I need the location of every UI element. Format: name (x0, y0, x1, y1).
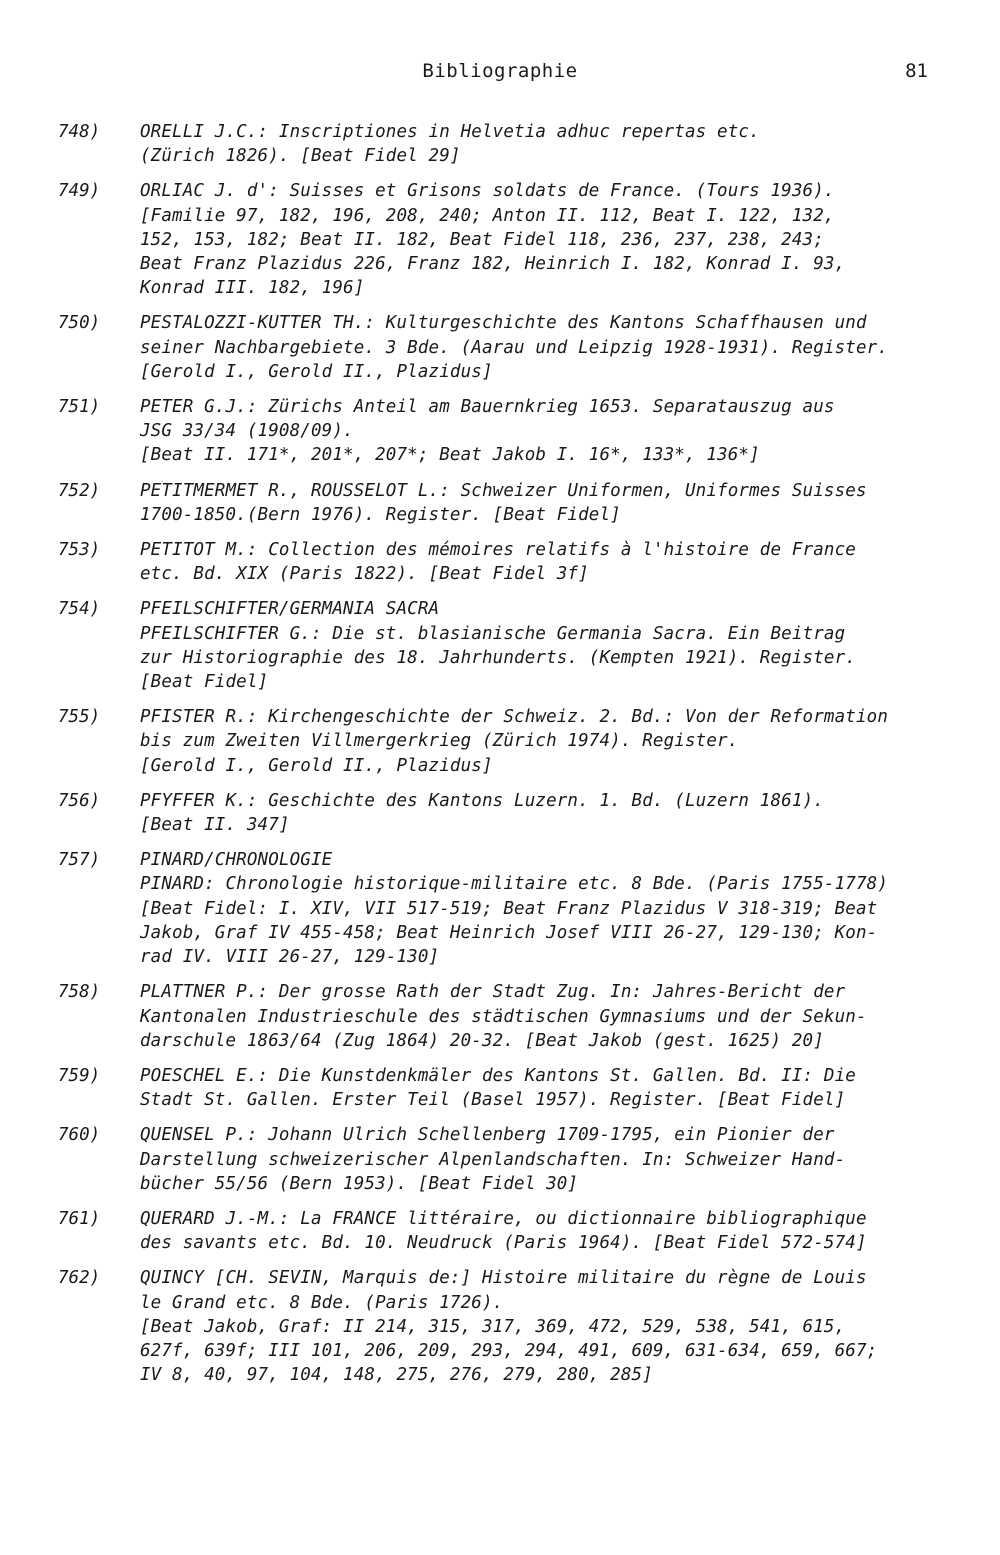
entry-line: POESCHEL E.: Die Kunstdenkmäler des Kantons St. Gallen. Bd. II: Die (140, 1065, 856, 1086)
entry-number: 756) (58, 790, 101, 811)
entry-line: des savants etc. Bd. 10. Neudruck (Paris 1964). [Beat Fidel 572-574] (140, 1233, 867, 1254)
entry-text (140, 538, 940, 586)
bibliography-entry (0, 1064, 1000, 1112)
entry-line: [Familie 97, 182, 196, 208, 240; Anton II. 112, Beat I. 122, 132, (140, 205, 835, 226)
bibliography-entry (0, 1123, 1000, 1196)
entry-line: PETER G.J.: Zürichs Anteil am Bauernkrieg 1653. Separatauszug aus (140, 397, 835, 418)
entry-number: 760) (58, 1125, 101, 1146)
bibliography-entry (0, 705, 1000, 778)
entry-text (140, 120, 940, 168)
bibliography-list (0, 120, 1000, 1398)
bibliography-entry (0, 1207, 1000, 1255)
running-title: Bibliographie (422, 60, 578, 82)
entry-line: etc. Bd. XIX (Paris 1822). [Beat Fidel 3f] (140, 564, 589, 585)
bibliography-entry (0, 479, 1000, 527)
entry-number: 748) (58, 122, 101, 142)
bibliography-entry (0, 1266, 1000, 1387)
entry-line: seiner Nachbargebiete. 3 Bde. (Aarau und Leipzig 1928-1931). Register. (140, 337, 889, 358)
entry-line: darschule 1863/64 (Zug 1864) 20-32. [Beat Jakob (gest. 1625) 20] (140, 1030, 824, 1051)
entry-line: PFEILSCHIFTER/GERMANIA SACRA (140, 599, 440, 620)
bibliography-entry (0, 597, 1000, 694)
entry-line: (Zürich 1826). [Beat Fidel 29] (140, 146, 461, 167)
entry-text (140, 1064, 940, 1112)
entry-line: PLATTNER P.: Der grosse Rath der Stadt Zug. In: Jahres-Bericht der (140, 982, 846, 1003)
entry-number: 759) (58, 1065, 101, 1086)
entry-number: 750) (58, 313, 101, 334)
entry-number: 762) (58, 1268, 101, 1289)
entry-line: 1700-1850.(Bern 1976). Register. [Beat Fidel] (140, 504, 621, 525)
entry-text (140, 789, 940, 837)
entry-number: 757) (58, 850, 101, 871)
entry-line: IV 8, 40, 97, 104, 148, 275, 276, 279, 280, 285] (140, 1365, 653, 1386)
entry-number: 755) (58, 707, 101, 728)
entry-line: [Gerold I., Gerold II., Plazidus] (140, 361, 493, 382)
entry-line: QUENSEL P.: Johann Ulrich Schellenberg 1709-1795, ein Pionier der (140, 1125, 835, 1146)
entry-text (140, 1123, 940, 1196)
entry-text (140, 395, 940, 468)
entry-line: PETITMERMET R., ROUSSELOT L.: Schweizer Uniformen, Uniformes Suisses (140, 480, 867, 501)
entry-text (140, 1207, 940, 1255)
entry-line: bis zum Zweiten Villmergerkrieg (Zürich 1974). Register. (140, 731, 739, 752)
entry-text (140, 705, 940, 778)
entry-line: [Beat Fidel] (140, 672, 269, 693)
entry-line: Konrad III. 182, 196] (140, 278, 365, 299)
entry-text (140, 179, 940, 300)
entry-line: JSG 33/34 (1908/09). (140, 421, 354, 442)
page-header (0, 60, 1000, 88)
entry-number: 749) (58, 181, 101, 202)
entry-text (140, 848, 940, 969)
entry-line: zur Historiographie des 18. Jahrhunderts. (Kempten 1921). Register. (140, 647, 856, 668)
entry-line: Kantonalen Industrieschule des städtischen Gymnasiums und der Sekun- (140, 1006, 867, 1027)
bibliography-entry (0, 538, 1000, 586)
entry-line: QUINCY [CH. SEVIN, Marquis de:] Histoire militaire du règne de Louis (140, 1268, 867, 1289)
entry-line: ORELLI J.C.: Inscriptiones in Helvetia adhuc repertas etc. (140, 122, 760, 142)
entry-line: PINARD: Chronologie historique-militaire etc. 8 Bde. (Paris 1755-1778) (140, 874, 889, 895)
entry-line: [Beat II. 347] (140, 815, 290, 836)
entry-line: le Grand etc. 8 Bde. (Paris 1726). (140, 1292, 504, 1313)
entry-line: 627f, 639f; III 101, 206, 209, 293, 294, 491, 609, 631-634, 659, 667; (140, 1340, 878, 1361)
entry-line: PFEILSCHIFTER G.: Die st. blasianische Germania Sacra. Ein Beitrag (140, 623, 846, 644)
entry-line: [Beat II. 171*, 201*, 207*; Beat Jakob I. 16*, 133*, 136*] (140, 445, 760, 466)
entry-number: 752) (58, 480, 101, 501)
bibliography-entry (0, 848, 1000, 969)
entry-line: PINARD/CHRONOLOGIE (140, 850, 333, 871)
entry-line: [Beat Fidel: I. XIV, VII 517-519; Beat Franz Plazidus V 318-319; Beat (140, 898, 878, 919)
bibliography-entry (0, 311, 1000, 384)
entry-line: PFYFFER K.: Geschichte des Kantons Luzern. 1. Bd. (Luzern 1861). (140, 790, 824, 811)
page-number: 81 (905, 60, 928, 82)
entry-line: [Gerold I., Gerold II., Plazidus] (140, 755, 493, 776)
entry-number: 751) (58, 397, 101, 418)
entry-line: PFISTER R.: Kirchengeschichte der Schweiz. 2. Bd.: Von der Reformation (140, 707, 889, 728)
entry-line: ORLIAC J. d': Suisses et Grisons soldats de France. (Tours 1936). (140, 181, 835, 202)
entry-line: Darstellung schweizerischer Alpenlandschaften. In: Schweizer Hand- (140, 1149, 846, 1170)
entry-line: bücher 55/56 (Bern 1953). [Beat Fidel 30] (140, 1173, 579, 1194)
entry-text (140, 479, 940, 527)
bibliography-entry (0, 395, 1000, 468)
entry-number: 754) (58, 599, 101, 620)
bibliography-entry (0, 120, 1000, 168)
entry-number: 758) (58, 982, 101, 1003)
entry-number: 753) (58, 540, 101, 561)
bibliography-entry (0, 980, 1000, 1053)
entry-line: Stadt St. Gallen. Erster Teil (Basel 1957). Register. [Beat Fidel] (140, 1090, 846, 1111)
entry-text (140, 597, 940, 694)
bibliography-entry (0, 789, 1000, 837)
entry-text (140, 311, 940, 384)
entry-line: Jakob, Graf IV 455-458; Beat Heinrich Josef VIII 26-27, 129-130; Kon- (140, 922, 878, 943)
entry-text (140, 980, 940, 1053)
entry-number: 761) (58, 1208, 101, 1229)
entry-line: rad IV. VIII 26-27, 129-130] (140, 947, 440, 968)
entry-text (140, 1266, 940, 1387)
bibliography-entry (0, 179, 1000, 300)
entry-line: PESTALOZZI-KUTTER TH.: Kulturgeschichte des Kantons Schaffhausen und (140, 313, 867, 334)
entry-line: 152, 153, 182; Beat II. 182, Beat Fidel 118, 236, 237, 238, 243; (140, 229, 824, 250)
entry-line: [Beat Jakob, Graf: II 214, 315, 317, 369, 472, 529, 538, 541, 615, (140, 1316, 846, 1337)
entry-line: PETITOT M.: Collection des mémoires relatifs à l'histoire de France (140, 540, 856, 561)
entry-line: QUERARD J.-M.: La FRANCE littéraire, ou dictionnaire bibliographique (140, 1208, 867, 1229)
entry-line: Beat Franz Plazidus 226, Franz 182, Heinrich I. 182, Konrad I. 93, (140, 254, 846, 275)
